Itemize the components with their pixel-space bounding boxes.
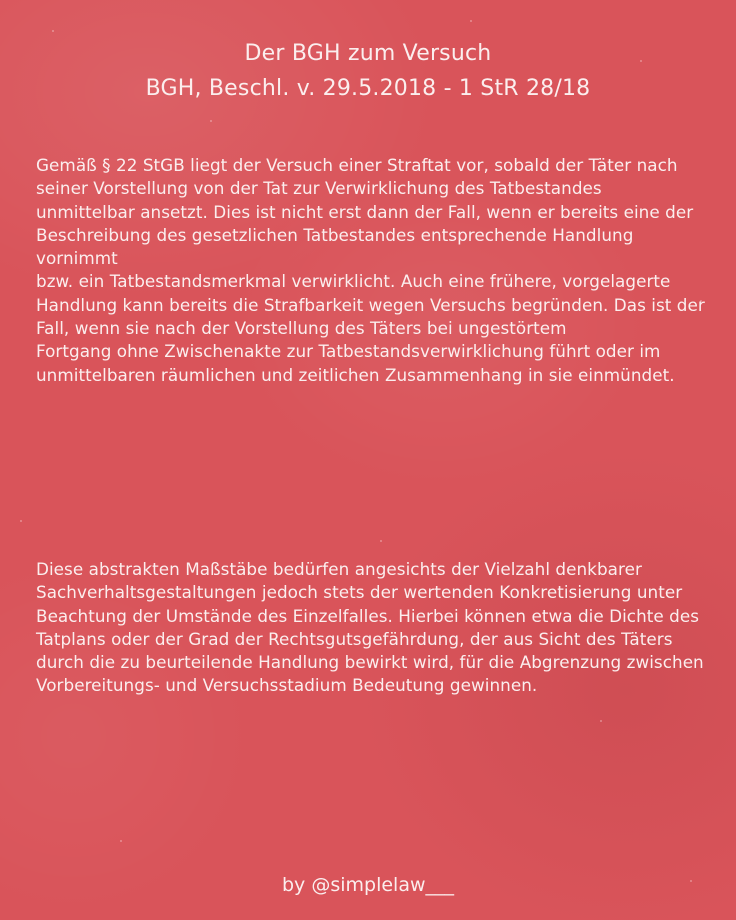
- paragraph-2: Diese abstrakten Maßstäbe bedürfen angesichts der Vielzahl denkbarer Sachverhaltsgestaltungen jedoch stets der wertenden Konkretisierung unter Beachtung der Umstände des Einzelfalles. Hierbei können etwa die Dichte des Tatplans oder der Grad der Rechtsgutsgefährdung, der aus Sicht des Täters durch die zu beurteilende Handlung bewirkt wird, für die Abgrenzung zwischen Vorbereitungs- und Versuchsstadium Bedeutung gewinnen.: [36, 559, 704, 696]
- background-speck: [120, 840, 122, 842]
- paragraph-1: Gemäß § 22 StGB liegt der Versuch einer Straftat vor, sobald der Täter nach seiner Vorstellung von der Tat zur Verwirklichung des Tatbestandes unmittelbar ansetzt. Dies ist nicht erst dann der Fall, wenn er bereits eine der Beschreibung des gesetzlichen Tatbestandes entsprechende Handlung vornimmt bzw. ein Tatbestandsmerkmal verwirklicht. Auch eine frühere, vorgelagerte Handlung kann bereits die Strafbarkeit wegen Versuchs begründen. Das ist der Fall, wenn sie nach der Vorstellung des Täters bei ungestörtem Fortgang ohne Zwischenakte zur Tatbestandsverwirklichung führt oder im unmittelbaren räumlichen und zeitlichen Zusammenhang in sie einmündet.: [36, 155, 705, 385]
- author-credit: by @simplelaw___: [281, 874, 455, 896]
- background-speck: [600, 720, 602, 722]
- page-title: Der BGH zum Versuch: [244, 41, 492, 66]
- case-citation: BGH, Beschl. v. 29.5.2018 - 1 StR 28/18: [145, 76, 591, 101]
- background-speck: [20, 520, 22, 522]
- background-speck: [210, 120, 212, 122]
- background-speck: [380, 540, 382, 542]
- background-speck: [52, 30, 54, 32]
- background-speck: [470, 20, 472, 22]
